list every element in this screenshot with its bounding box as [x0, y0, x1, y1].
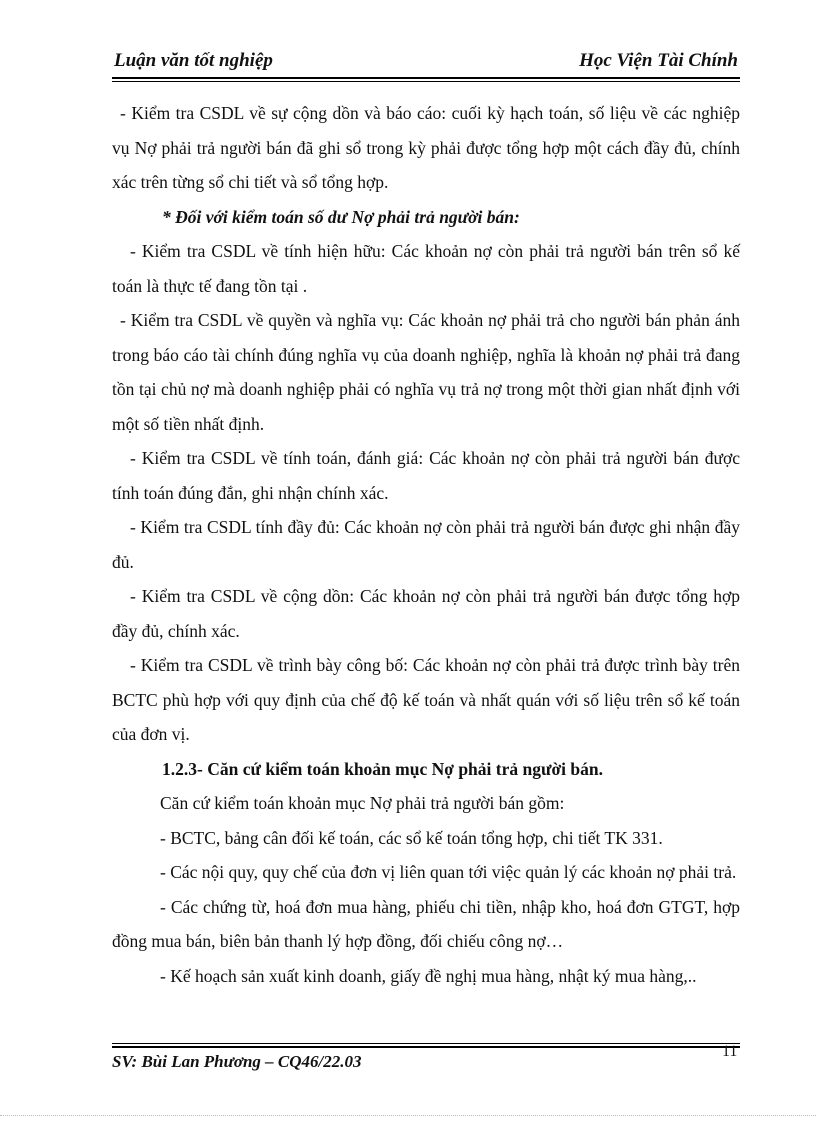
- paragraph-presentation: - Kiểm tra CSDL về trình bày công bố: Các khoản nợ còn phải trả được trình bày trên BCTC phù hợp với quy định của chế độ kế toán và nhất quán với số liệu trên sổ kế toán của đơn vị.: [112, 655, 740, 744]
- paragraph-rights-obligations: - Kiểm tra CSDL về quyền và nghĩa vụ: Các khoản nợ phải trả cho người bán phản ánh trong báo cáo tài chính đúng nghĩa vụ của doanh nghiệp, nghĩa là khoản nợ phải trả đang tồn tại chủ nợ mà doanh nghiệp phải có nghĩa vụ trả nợ trong một thời gian nhất định với một số tiền nhất định.: [112, 310, 740, 434]
- footer-rule-thick: [112, 1046, 740, 1048]
- paragraph-existence: - Kiểm tra CSDL về tính hiện hữu: Các khoản nợ còn phải trả người bán trên sổ kế toán là thực tế đang tồn tại .: [112, 241, 740, 296]
- page-bottom-dotted-line: [0, 1115, 816, 1116]
- subheading-balance-audit: * Đối với kiểm toán số dư Nợ phải trả người bán:: [162, 206, 520, 227]
- body-text: [112, 96, 740, 993]
- paragraph-cumulation: - Kiểm tra CSDL về cộng dồn: Các khoản nợ còn phải trả người bán được tổng hợp đầy đủ, chính xác.: [112, 586, 740, 641]
- header-rule-thick: [112, 77, 740, 79]
- header-thesis-title: Luận văn tốt nghiệp: [114, 50, 273, 71]
- paragraph-bctc: - BCTC, bảng cân đối kế toán, các sổ kế toán tổng hợp, chi tiết TK 331.: [160, 827, 663, 848]
- page-number: 11: [722, 1043, 738, 1060]
- footer-rule-thin: [112, 1043, 740, 1044]
- footer-author: SV: Bùi Lan Phương – CQ46/22.03: [112, 1052, 362, 1071]
- page-header: [112, 50, 740, 76]
- paragraph-documents: - Các chứng từ, hoá đơn mua hàng, phiếu chi tiền, nhập kho, hoá đơn GTGT, hợp đồng mua bán, biên bản thanh lý hợp đồng, đối chiếu công nợ…: [112, 896, 740, 951]
- section-heading-1-2-3: 1.2.3- Căn cứ kiểm toán khoản mục Nợ phải trả người bán.: [162, 758, 603, 779]
- paragraph-business-plan: - Kế hoạch sản xuất kinh doanh, giấy đề nghị mua hàng, nhật ký mua hàng,..: [160, 965, 697, 986]
- paragraph-basis-intro: Căn cứ kiểm toán khoản mục Nợ phải trả người bán gồm:: [160, 793, 565, 813]
- header-rule-thin: [112, 81, 740, 82]
- paragraph-regulations: - Các nội quy, quy chế của đơn vị liên quan tới việc quản lý các khoản nợ phải trả.: [160, 862, 737, 882]
- paragraph-completeness: - Kiểm tra CSDL tính đầy đủ: Các khoản nợ còn phải trả người bán được ghi nhận đầy đủ.: [112, 517, 740, 572]
- paragraph-valuation: - Kiểm tra CSDL về tính toán, đánh giá: Các khoản nợ còn phải trả người bán được tính toán đúng đắn, ghi nhận chính xác.: [112, 448, 740, 503]
- paragraph-cumulative-report: - Kiểm tra CSDL về sự cộng dồn và báo cáo: cuối kỳ hạch toán, số liệu về các nghiệp vụ Nợ phải trả người bán đã ghi sổ trong kỳ phải được tổng hợp một cách đầy đủ, chính xác trên từng sổ chi tiết và sổ tổng hợp.: [112, 103, 740, 192]
- header-institution: Học Viện Tài Chính: [579, 50, 738, 71]
